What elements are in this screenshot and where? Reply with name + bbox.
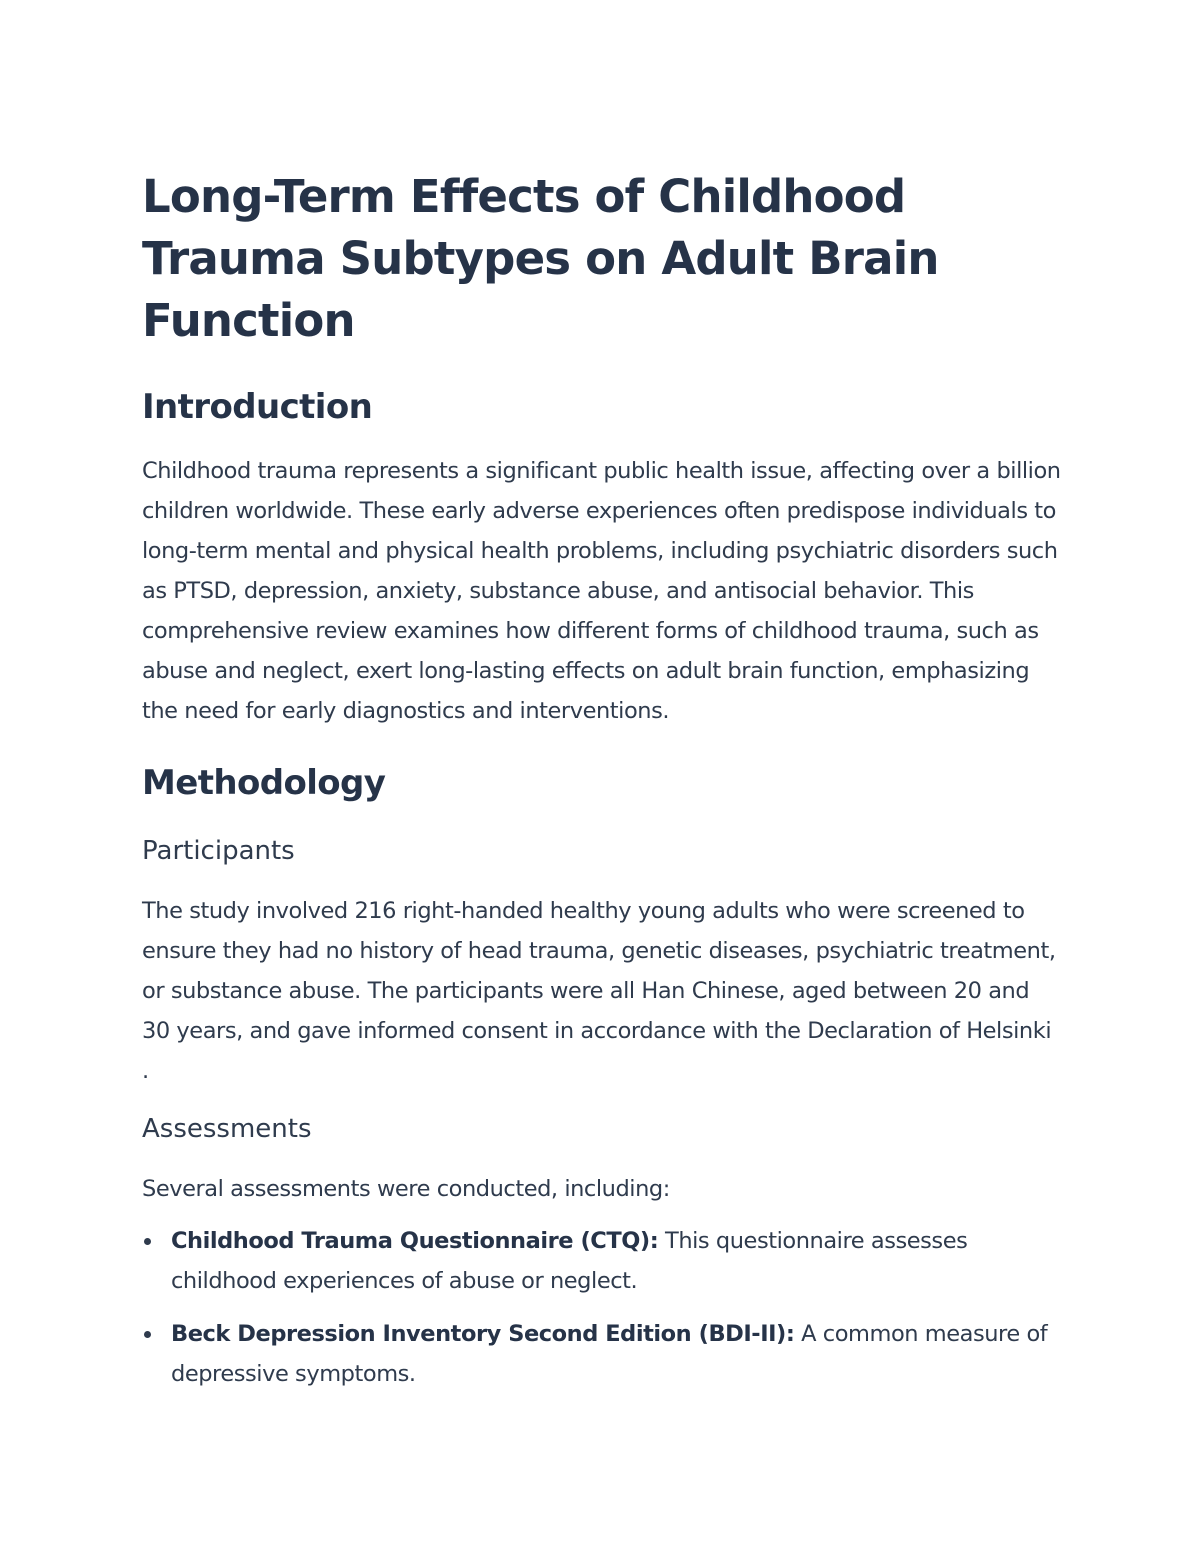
introduction-heading: Introduction bbox=[142, 387, 373, 427]
participants-paragraph: The study involved 216 right-handed healthy young adults who were screened to ensure they had no history of head trauma, genetic diseases, psychiatric treatment, or substance abuse. The participants were all Han Chinese, aged between 20 and 30 years, and gave informed consent in accordance with the Declaration of Helsinki . bbox=[142, 898, 1056, 1084]
document-title: Long-Term Effects of Childhood Trauma Subtypes on Adult Brain Function bbox=[142, 170, 939, 347]
list-item bbox=[142, 1221, 1062, 1301]
methodology-heading: Methodology bbox=[142, 763, 386, 803]
assessments-list bbox=[142, 1221, 1062, 1394]
introduction-paragraph: Childhood trauma represents a significant public health issue, affecting over a billion children worldwide. These early adverse experiences often predispose individuals to long-term mental and physical health problems, including psychiatric disorders such as PTSD, depression, anxiety, substance abuse, and antisocial behavior. This comprehensive review examines how different forms of childhood trauma, such as abuse and neglect, exert long-lasting effects on adult brain function, emphasizing the need for early diagnostics and interventions. bbox=[142, 458, 1061, 724]
assessments-intro: Several assessments were conducted, including: bbox=[142, 1176, 670, 1202]
list-item-term: Childhood Trauma Questionnaire (CTQ): bbox=[171, 1228, 659, 1254]
bullet-icon bbox=[144, 1238, 151, 1245]
assessments-heading: Assessments bbox=[142, 1114, 312, 1144]
list-item-description: A common measure of depressive symptoms. bbox=[171, 1321, 1048, 1387]
document-page bbox=[142, 166, 1062, 1407]
list-item-description: This questionnaire assesses childhood experiences of abuse or neglect. bbox=[171, 1228, 968, 1294]
participants-heading: Participants bbox=[142, 836, 295, 866]
list-item-term: Beck Depression Inventory Second Edition (BDI-II): bbox=[171, 1321, 795, 1347]
bullet-icon bbox=[144, 1331, 151, 1338]
list-item bbox=[142, 1314, 1062, 1394]
